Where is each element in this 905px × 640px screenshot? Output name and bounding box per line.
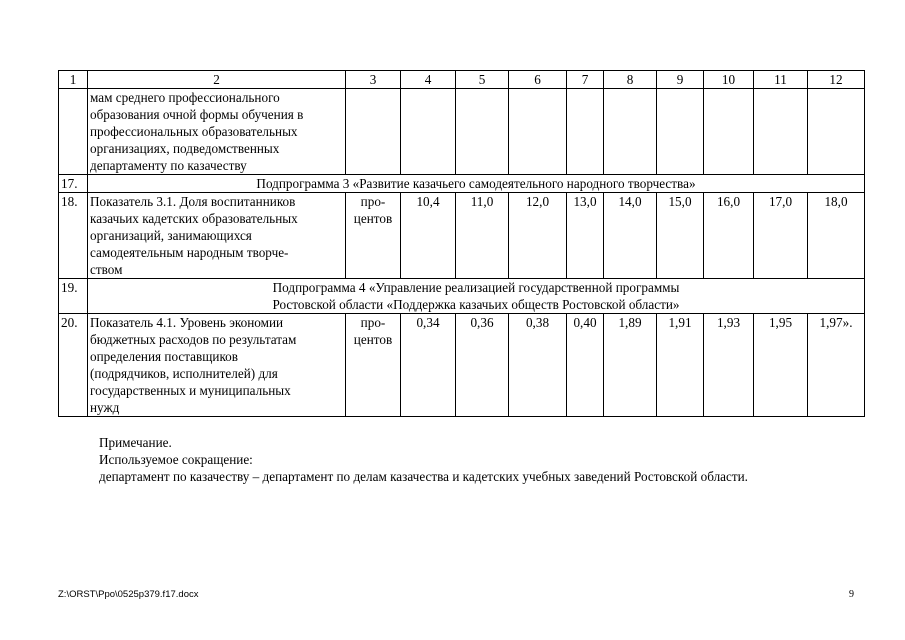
col-header-5: 5 — [456, 71, 509, 89]
subprogram-title-line: Ростовской области «Поддержка казачьих обществ Ростовской области» — [272, 297, 680, 312]
col-header-10: 10 — [704, 71, 754, 89]
value-cell: 11,0 — [456, 193, 509, 279]
value-cell: 13,0 — [567, 193, 604, 279]
indicator-line: бюджетных расходов по результатам — [90, 332, 297, 347]
indicator-line: ством — [90, 262, 123, 277]
note-block — [99, 434, 748, 485]
value-cell: 16,0 — [704, 193, 754, 279]
header-row — [59, 71, 865, 89]
value-cell — [401, 89, 456, 175]
value-cell — [754, 89, 808, 175]
indicator-line: мам среднего профессионального — [90, 90, 280, 105]
indicator-line: казачьих кадетских образовательных — [90, 211, 298, 226]
value-cell: 1,93 — [704, 314, 754, 417]
indicator-cell — [88, 89, 346, 175]
unit-cell — [346, 314, 401, 417]
subprogram-title: Подпрограмма 3 «Развитие казачьего самодеятельного народного творчества» — [88, 175, 865, 193]
col-header-9: 9 — [657, 71, 704, 89]
table-row-continued — [59, 89, 865, 175]
value-cell — [657, 89, 704, 175]
table-row-17 — [59, 175, 865, 193]
unit-line: центов — [353, 211, 393, 226]
note-line: Используемое сокращение: — [99, 452, 253, 467]
indicator-line: организациях, подведомственных — [90, 141, 280, 156]
subprogram-title-line: Подпрограмма 4 «Управление реализацией государственной программы — [272, 280, 680, 295]
value-cell: 1,95 — [754, 314, 808, 417]
indicator-line: департаменту по казачеству — [90, 158, 247, 173]
indicator-line: определения поставщиков — [90, 349, 239, 364]
value-cell: 15,0 — [657, 193, 704, 279]
col-header-11: 11 — [754, 71, 808, 89]
value-cell: 0,34 — [401, 314, 456, 417]
col-header-12: 12 — [808, 71, 865, 89]
indicator-line: Показатель 4.1. Уровень экономии — [90, 315, 284, 330]
indicators-table — [58, 70, 865, 417]
unit-line: про- — [360, 315, 386, 330]
row-number — [59, 89, 88, 175]
col-header-7: 7 — [567, 71, 604, 89]
table-row-19 — [59, 279, 865, 314]
value-cell: 0,36 — [456, 314, 509, 417]
row-number: 19. — [59, 279, 88, 314]
indicator-line: нужд — [90, 400, 120, 415]
page-number: 9 — [849, 589, 854, 600]
indicator-line: профессиональных образовательных — [90, 124, 298, 139]
table-row-18 — [59, 193, 865, 279]
value-cell: 0,40 — [567, 314, 604, 417]
value-cell: 1,91 — [657, 314, 704, 417]
table-row-20 — [59, 314, 865, 417]
col-header-2: 2 — [88, 71, 346, 89]
unit-cell — [346, 89, 401, 175]
value-cell — [704, 89, 754, 175]
note-line: департамент по казачеству – департамент по делам казачества и кадетских учебных заведений Ростовской области. — [99, 469, 748, 484]
value-cell: 17,0 — [754, 193, 808, 279]
row-number: 17. — [59, 175, 88, 193]
col-header-1: 1 — [59, 71, 88, 89]
indicator-line: Показатель 3.1. Доля воспитанников — [90, 194, 296, 209]
indicator-line: (подрядчиков, исполнителей) для — [90, 366, 278, 381]
col-header-8: 8 — [604, 71, 657, 89]
value-cell: 12,0 — [509, 193, 567, 279]
unit-cell — [346, 193, 401, 279]
footer-file-path: Z:\ORST\Ppo\0525p379.f17.docx — [58, 589, 199, 600]
row-number: 20. — [59, 314, 88, 417]
value-cell — [604, 89, 657, 175]
value-cell — [456, 89, 509, 175]
col-header-3: 3 — [346, 71, 401, 89]
value-cell: 18,0 — [808, 193, 865, 279]
col-header-4: 4 — [401, 71, 456, 89]
col-header-6: 6 — [509, 71, 567, 89]
indicator-line: образования очной формы обучения в — [90, 107, 304, 122]
unit-line: про- — [360, 194, 386, 209]
value-cell: 10,4 — [401, 193, 456, 279]
indicator-line: организаций, занимающихся — [90, 228, 252, 243]
note-heading: Примечание. — [99, 435, 172, 450]
value-cell: 1,89 — [604, 314, 657, 417]
value-cell — [509, 89, 567, 175]
unit-line: центов — [353, 332, 393, 347]
value-cell: 1,97». — [808, 314, 865, 417]
value-cell — [808, 89, 865, 175]
row-number: 18. — [59, 193, 88, 279]
indicator-line: государственных и муниципальных — [90, 383, 291, 398]
value-cell — [567, 89, 604, 175]
subprogram-title — [88, 279, 865, 314]
value-cell: 0,38 — [509, 314, 567, 417]
indicator-cell — [88, 314, 346, 417]
indicator-cell — [88, 193, 346, 279]
value-cell: 14,0 — [604, 193, 657, 279]
indicator-line: самодеятельным народным творче- — [90, 245, 289, 260]
